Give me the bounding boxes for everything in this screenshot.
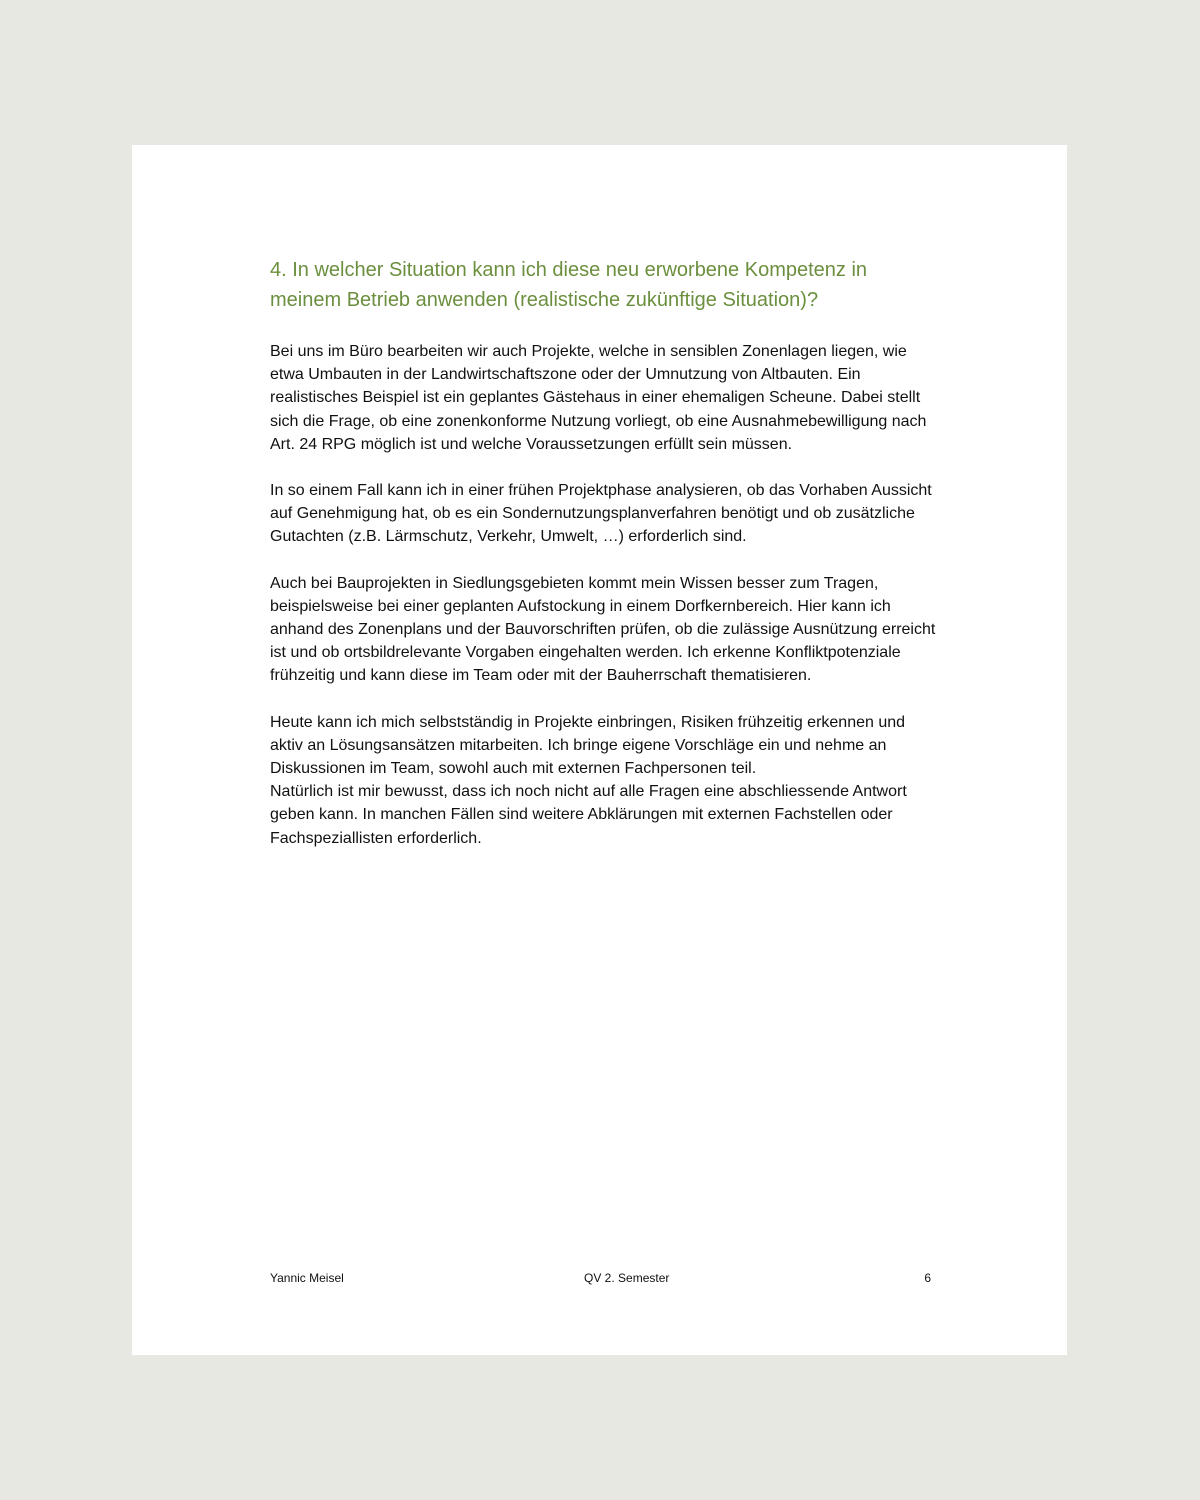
section-heading: 4. In welcher Situation kann ich diese neu erworbene Kompetenz in meinem Betrieb anwenden (realistische zukünftige Situation)?	[270, 259, 868, 311]
paragraph-2: In so einem Fall kann ich in einer frühen Projektphase analysieren, ob das Vorhaben Aussicht auf Genehmigung hat, ob es ein Sondernutzungsplanverfahren benötigt und ob zusätzliche Gutachten (z.B. Lärmschutz, Verkehr, Umwelt, …) erforderlich sind.	[270, 482, 932, 546]
body-text	[270, 340, 940, 850]
footer-course: QV 2. Semester	[584, 1271, 670, 1285]
paragraph-3: Auch bei Bauprojekten in Siedlungsgebieten kommt mein Wissen besser zum Tragen, beispielsweise bei einer geplanten Aufstockung in einem Dorfkernbereich. Hier kann ich anhand des Zonenplans und der Bauvorschriften prüfen, ob die zulässige Ausnützung erreicht ist und ob ortsbildrelevante Vorgaben eingehalten werden. Ich erkenne Konfliktpotenziale frühzeitig und kann diese im Team oder mit der Bauherrschaft thematisieren.	[270, 574, 936, 685]
footer-author: Yannic Meisel	[270, 1271, 344, 1285]
paragraph-5: Natürlich ist mir bewusst, dass ich noch nicht auf alle Fragen eine abschliessende Antwort geben kann. In manchen Fällen sind weitere Abklärungen mit externen Fachstellen oder Fachspeziallisten erforderlich.	[270, 783, 907, 847]
paragraph-4: Heute kann ich mich selbstständig in Projekte einbringen, Risiken frühzeitig erkennen und aktiv an Lösungsansätzen mitarbeiten. Ich bringe eigene Vorschläge ein und nehme an Diskussionen im Team, sowohl auch mit externen Fachpersonen teil.	[270, 713, 906, 778]
paragraph-1: Bei uns im Büro bearbeiten wir auch Projekte, welche in sensiblen Zonenlagen liegen, wie etwa Umbauten in der Landwirtschaftszone oder der Umnutzung von Altbauten. Ein realistisches Beispiel ist ein geplantes Gästehaus in einer ehemaligen Scheune. Dabei stellt sich die Frage, ob eine zonenkonforme Nutzung vorliegt, ob eine Ausnahmebewilligung nach Art. 24 RPG möglich ist und welche Voraussetzungen erfüllt sein müssen.	[270, 343, 927, 453]
page-content	[270, 255, 940, 850]
page-footer	[270, 1271, 931, 1287]
footer-page-number: 6	[924, 1271, 931, 1285]
document-page	[132, 145, 1067, 1355]
